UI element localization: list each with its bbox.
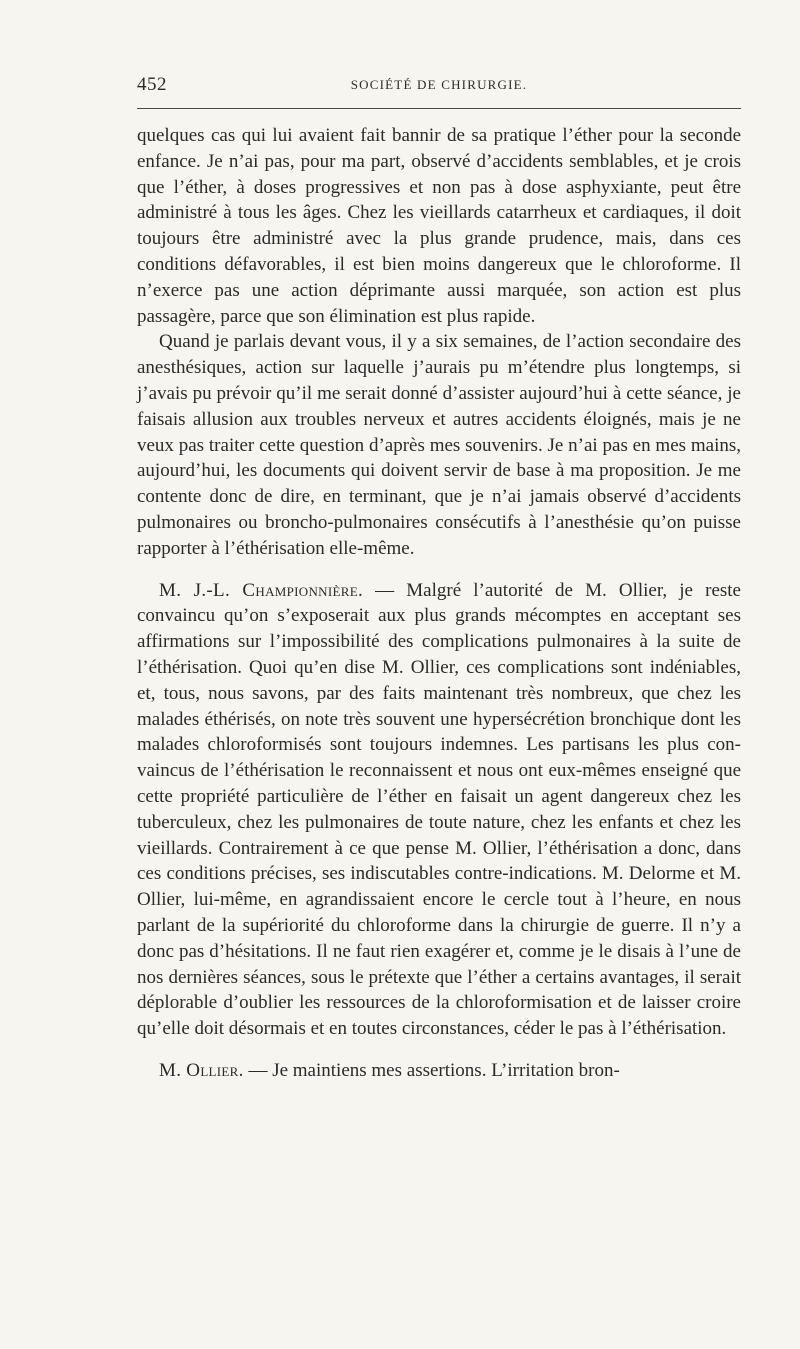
running-head: SOCIÉTÉ DE CHIRURGIE. bbox=[350, 77, 528, 92]
page-header bbox=[137, 74, 741, 98]
speaker-name: M. J.-L. Championnière. bbox=[159, 579, 363, 601]
paragraph-text: — Malgré l’autorité de M. Ollier, je reste convaincu qu’on s’exposerait aux plus grands mécomptes en acceptant ses affirmations sur l’impossibilité des complications pulmonaires à la suite de l’éthérisation. Quoi qu’en dise M. Ollier, ces complications sont indéniables, et, tous, nous savons, par des faits maintenant très nombreux, que chez les malades éthérisés, on note très souvent une hypersécrétion bronchique dont les malades chloroformisés sont toujours indemnes. Les partisans les plus convaincus de l’éthérisation le reconnaissent et nous ont eux-mêmes enseigné que cette propriété particulière de l’éther en faisait un agent dangereux chez les tuberculeux, chez les pulmonaires de toute nature, chez les enfants et chez les vieillards. Contrairement à ce que pense M. Ollier, l’éthérisation a donc, dans ces conditions précises, ses indiscutables contre-indications. M. Delorme et M. Ollier, lui-même, en agrandissaient encore le cercle tout à l’heure, en nous parlant de la supériorité du chloroforme dans la chirurgie de guerre. Il n’y a donc pas d’hésitations. Il ne faut rien exagérer et, comme je le disais à l’une de nos dernières séances, sous le prétexte que l’éther a certains avantages, il serait déplorable d’oublier les ressources de la chloroformisation et de laisser croire qu’elle doit désormais et en toutes circonstances, céder le pas à l’éthérisation. bbox=[137, 579, 741, 1040]
paragraph-anesthetics bbox=[137, 329, 741, 561]
header-rule bbox=[137, 108, 741, 109]
paragraph-text: Quand je parlais devant vous, il y a six semaines, de l’action secondaire des anesthésiques, action sur laquelle j’aurais pu m’étendre plus longtemps, si j’avais pu prévoir qu’il me serait donné d’assister aujourd’hui à cette séance, je faisais allusion aux troubles nerveux et autres accidents éloignés, mais je ne veux pas traiter cette question d’après mes souvenirs. Je n’ai pas en mes mains, aujourd’hui, les documents qui doivent servir de base à ma proposition. Je me contente donc de dire, en terminant, que je n’ai jamais observé d’accidents pulmonaires ou broncho-pulmonaires consécutifs à l’anesthésie qu’on puisse rapporter à l’éthérisation elle-même. bbox=[137, 331, 741, 559]
paragraph-championniere bbox=[137, 578, 741, 1042]
body-text bbox=[137, 123, 741, 1084]
page-number: 452 bbox=[137, 74, 167, 95]
paragraph-text: — Je maintiens mes assertions. L’irritation bron- bbox=[243, 1059, 620, 1081]
speaker-name: M. Ollier. bbox=[159, 1059, 244, 1081]
paragraph-continuation bbox=[137, 123, 741, 329]
paragraph-text: quelques cas qui lui avaient fait bannir de sa pratique l’éther pour la seconde enfance. Je n’ai pas, pour ma part, observé d’accidents semblables, et je crois que l’éther, à doses progressives et non pas à dose asphyxiante, peut être administré à tous les âges. Chez les vieillards catarrheux et cardiaques, il doit toujours être administré avec la plus grande prudence, mais, dans ces conditions défavorables, il est bien moins dangereux que le chloroforme. Il n’exerce pas une action déprimante aussi marquée, son action est plus passagère, parce que son élimination est plus rapide. bbox=[137, 125, 741, 327]
paragraph-ollier bbox=[137, 1058, 741, 1084]
